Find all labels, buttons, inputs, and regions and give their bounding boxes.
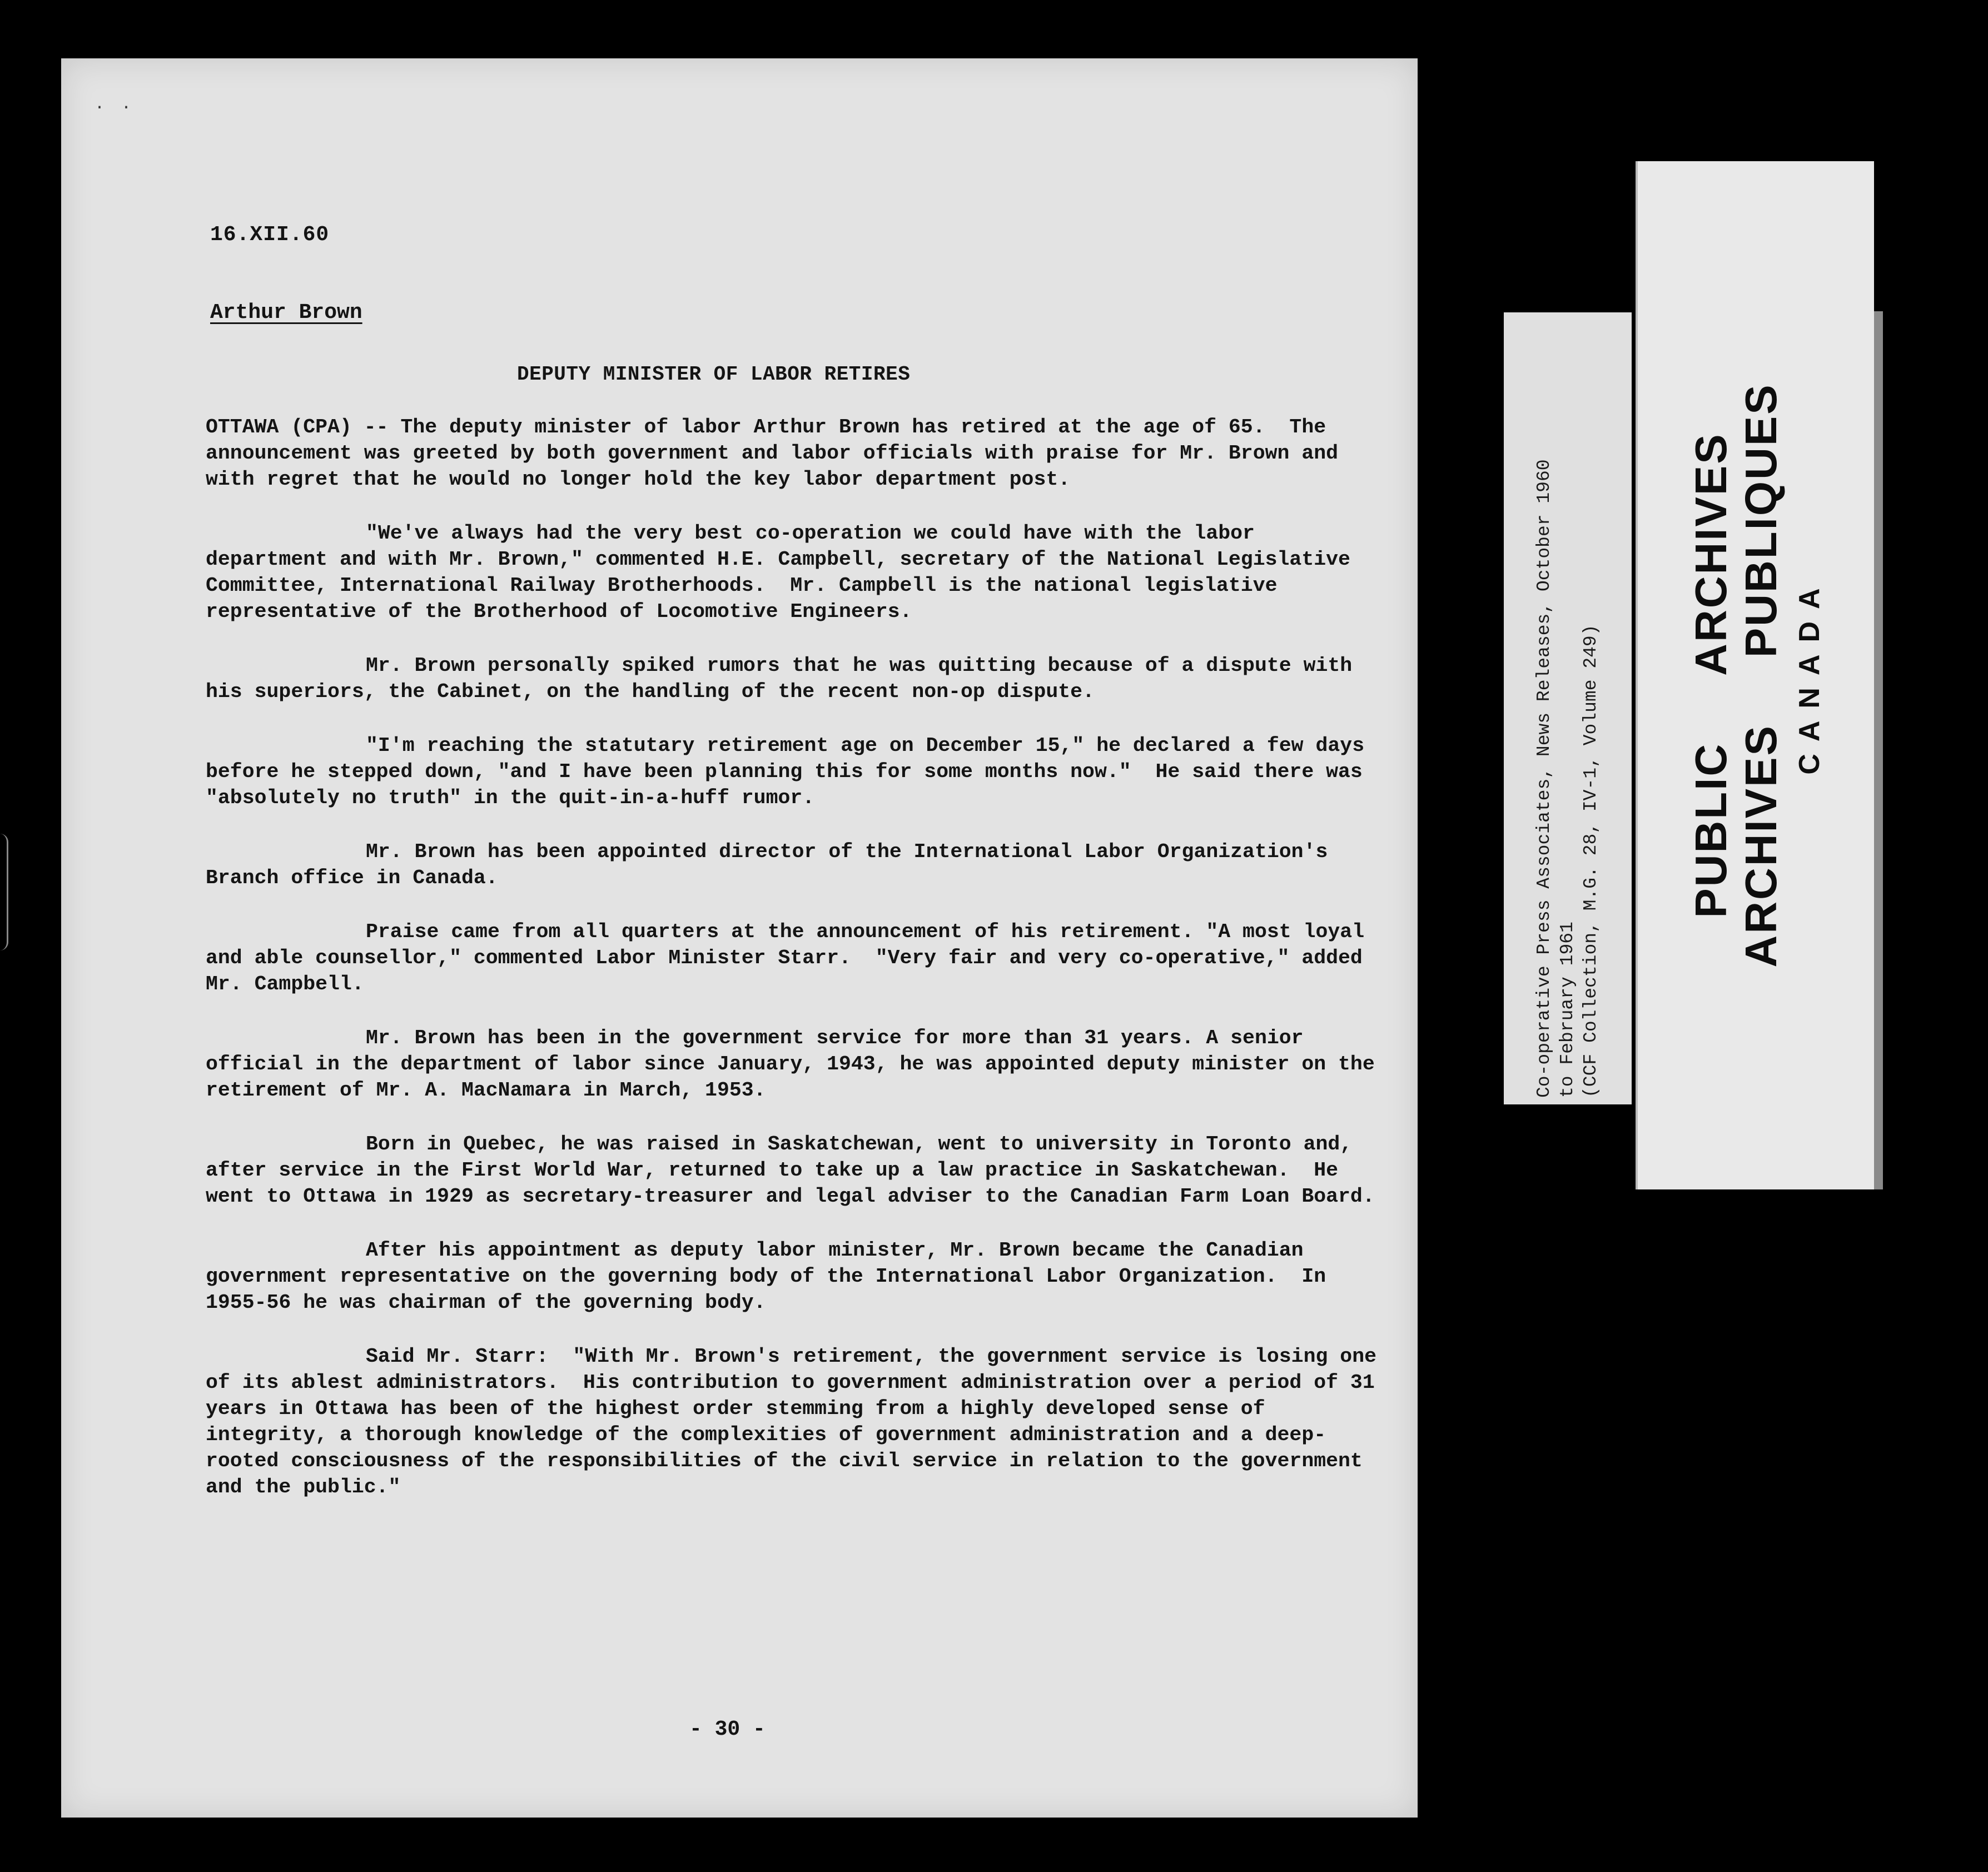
stamp-country: CANADA bbox=[1793, 576, 1826, 775]
reference-slip-text bbox=[1533, 320, 1603, 1098]
page-number: - 30 - bbox=[689, 1717, 766, 1741]
paragraph: Mr. Brown personally spiked rumors that he was quitting because of a dispute with his superiors, the Cabinet, on the handling of the recent non-op dispute. bbox=[206, 654, 1365, 703]
paragraph: Mr. Brown has been in the government service for more than 31 years. A senior official in the department of labor since January, 1943, he was appointed deputy minister on the retirement of Mr. A. MacNamara in March, 1953. bbox=[206, 1027, 1387, 1102]
reference-line-3: (CCF Collection, M.G. 28, IV-1, Volume 249) bbox=[1581, 624, 1601, 1098]
document-headline: DEPUTY MINISTER OF LABOR RETIRES bbox=[517, 363, 911, 386]
archive-stamp bbox=[1686, 383, 1826, 967]
document-page bbox=[61, 58, 1418, 1818]
paragraph: Said Mr. Starr: "With Mr. Brown's retirement, the government service is losing one of its ablest administrators. His contribution to government administration over a period of 31 years in Ottawa has been of the highest order stemming from a highly developed sense of integrity, a thorough knowledge of the complexities of government administration and a deep-rooted consciousness of the responsibilities of the civil service in relation to the government and the public." bbox=[206, 1345, 1389, 1498]
scan-edge-mark bbox=[0, 834, 8, 950]
paragraph: Born in Quebec, he was raised in Saskatchewan, went to university in Toronto and, after service in the First World War, returned to take up a law practice in Saskatchewan. He went to Ottawa in 1929 as secretary-treasurer and legal adviser to the Canadian Farm Loan Board. bbox=[206, 1133, 1375, 1208]
stamp-row-english bbox=[1686, 383, 1736, 967]
reference-slip bbox=[1504, 312, 1632, 1104]
paragraph: "I'm reaching the statutary retirement age on December 15," he declared a few days before he stepped down, "and I have been planning this for some months now." He said there was "absolutely no truth" in the quit-in-a-huff rumor. bbox=[206, 734, 1376, 809]
reference-line-2: to February 1961 bbox=[1557, 921, 1578, 1098]
paragraph: "We've always had the very best co-operation we could have with the labor department and with Mr. Brown," commented H.E. Campbell, secretary of the National Legislative Committee, International Railway Brotherhoods. Mr. Campbell is the national legislative representative of the Brotherhood of Locomotive Engineers. bbox=[206, 522, 1363, 623]
stamp-word-archives: ARCHIVES bbox=[1686, 432, 1736, 676]
stamp-word-public: PUBLIC bbox=[1686, 742, 1736, 918]
stamp-row-french bbox=[1736, 383, 1786, 967]
paragraph: Mr. Brown has been appointed director of the International Labor Organization's Branch office in Canada. bbox=[206, 840, 1340, 889]
paragraph: After his appointment as deputy labor minister, Mr. Brown became the Canadian government representative on the governing body of the International Labor Organization. In 1955-56 he was chairman of the governing body. bbox=[206, 1239, 1339, 1314]
scan-speck-marks: ·· bbox=[95, 98, 148, 117]
stamp-word-publiques: PUBLIQUES bbox=[1736, 383, 1786, 658]
archive-stamp-card bbox=[1636, 161, 1874, 1189]
paragraph: OTTAWA (CPA) -- The deputy minister of labor Arthur Brown has retired at the age of 65. The announcement was greeted by both government and labor officials with praise for Mr. Brown and with regret that he would no longer hold the key labor department post. bbox=[206, 416, 1350, 491]
paragraph: Praise came from all quarters at the announcement of his retirement. "A most loyal and able counsellor," commented Labor Minister Starr. "Very fair and very co-operative," added Mr. Campbell. bbox=[206, 920, 1376, 995]
document-subject: Arthur Brown bbox=[210, 301, 362, 325]
document-body bbox=[206, 414, 1389, 1528]
document-date: 16.XII.60 bbox=[210, 223, 330, 247]
stamp-word-archives-fr: ARCHIVES bbox=[1736, 724, 1786, 968]
reference-line-1: Co-operative Press Associates, News Releases, October 1960 bbox=[1534, 459, 1554, 1098]
